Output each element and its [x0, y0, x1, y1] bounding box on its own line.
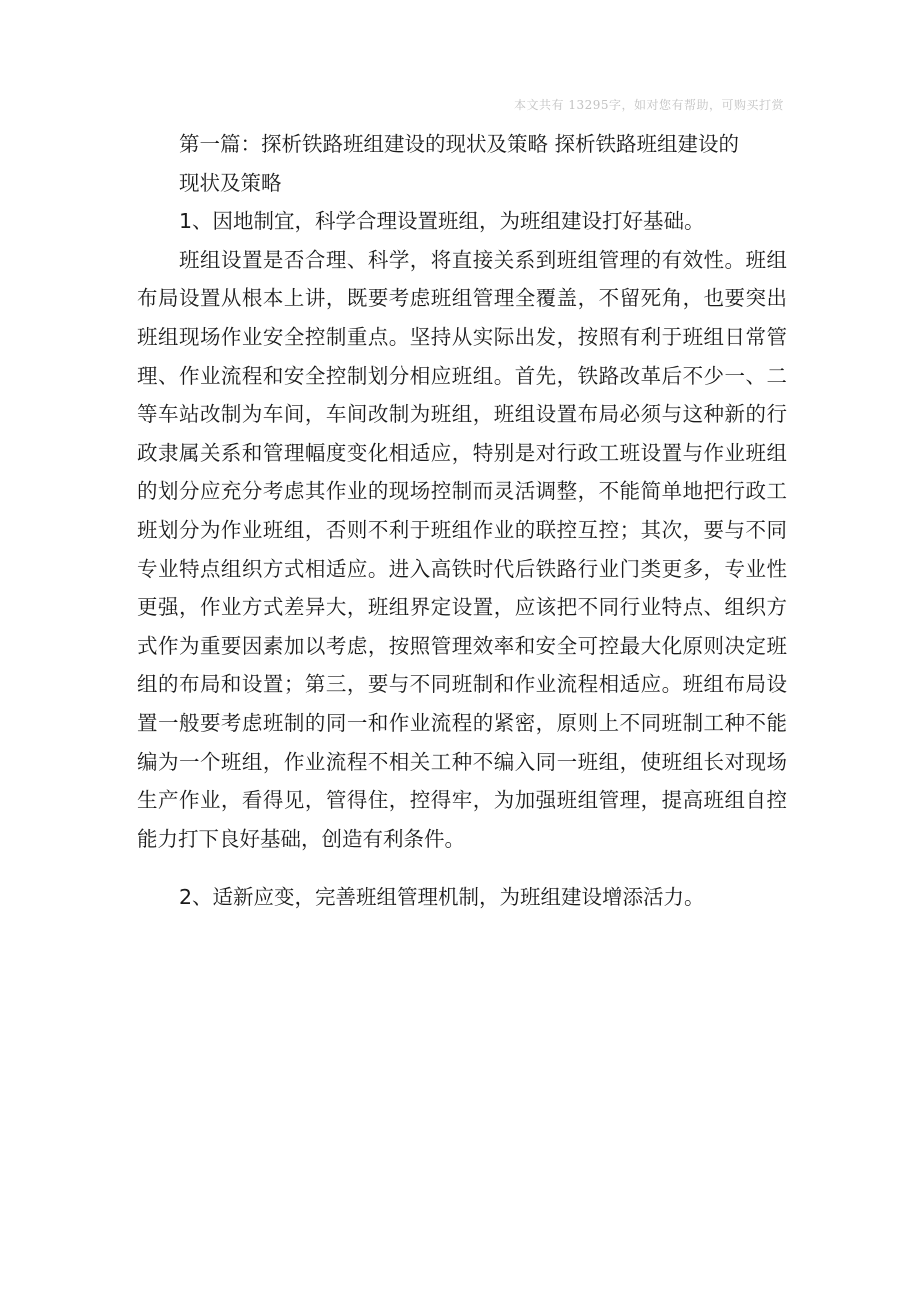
document-title	[137, 125, 787, 202]
section-1-body: 班组设置是否合理、科学，将直接关系到班组管理的有效性。班组布局设置从根本上讲，既要考虑班组管理全覆盖，不留死角，也要突出班组现场作业安全控制重点。坚持从实际出发，按照有利于班组日常管理、作业流程和安全控制划分相应班组。首先，铁路改革后不少一、二等车站改制为车间，车间改制为班组，班组设置布局必须与这种新的行政隶属关系和管理幅度变化相适应，特别是对行政工班设置与作业班组的划分应充分考虑其作业的现场控制而灵活调整，不能简单地把行政工班划分为作业班组，否则不利于班组作业的联控互控；其次，要与不同专业特点组织方式相适应。进入高铁时代后铁路行业门类更多，专业性更强，作业方式差异大，班组界定设置，应该把不同行业特点、组织方式作为重要因素加以考虑，按照管理效率和安全可控最大化原则决定班组的布局和设置；第三，要与不同班制和作业流程相适应。班组布局设置一般要考虑班制的同一和作业流程的紧密，原则上不同班制工种不能编为一个班组，作业流程不相关工种不编入同一班组，使班组长对现场生产作业，看得见，管得住，控得牢，为加强班组管理，提高班组自控能力打下良好基础，创造有利条件。	[137, 247, 787, 851]
title-line-1: 第一篇：探析铁路班组建设的现状及策略 探析铁路班组建设的	[179, 132, 740, 156]
title-line-2: 现状及策略	[179, 170, 282, 195]
document-body	[137, 125, 787, 917]
section-2-heading: 2、适新应变，完善班组管理机制，为班组建设增添活力。	[179, 885, 705, 910]
watermark-text: 本文共有 13295字，如对您有帮助，可购买打赏	[514, 98, 784, 112]
section-1-heading: 1、因地制宜，科学合理设置班组，为班组建设打好基础。	[179, 209, 705, 234]
